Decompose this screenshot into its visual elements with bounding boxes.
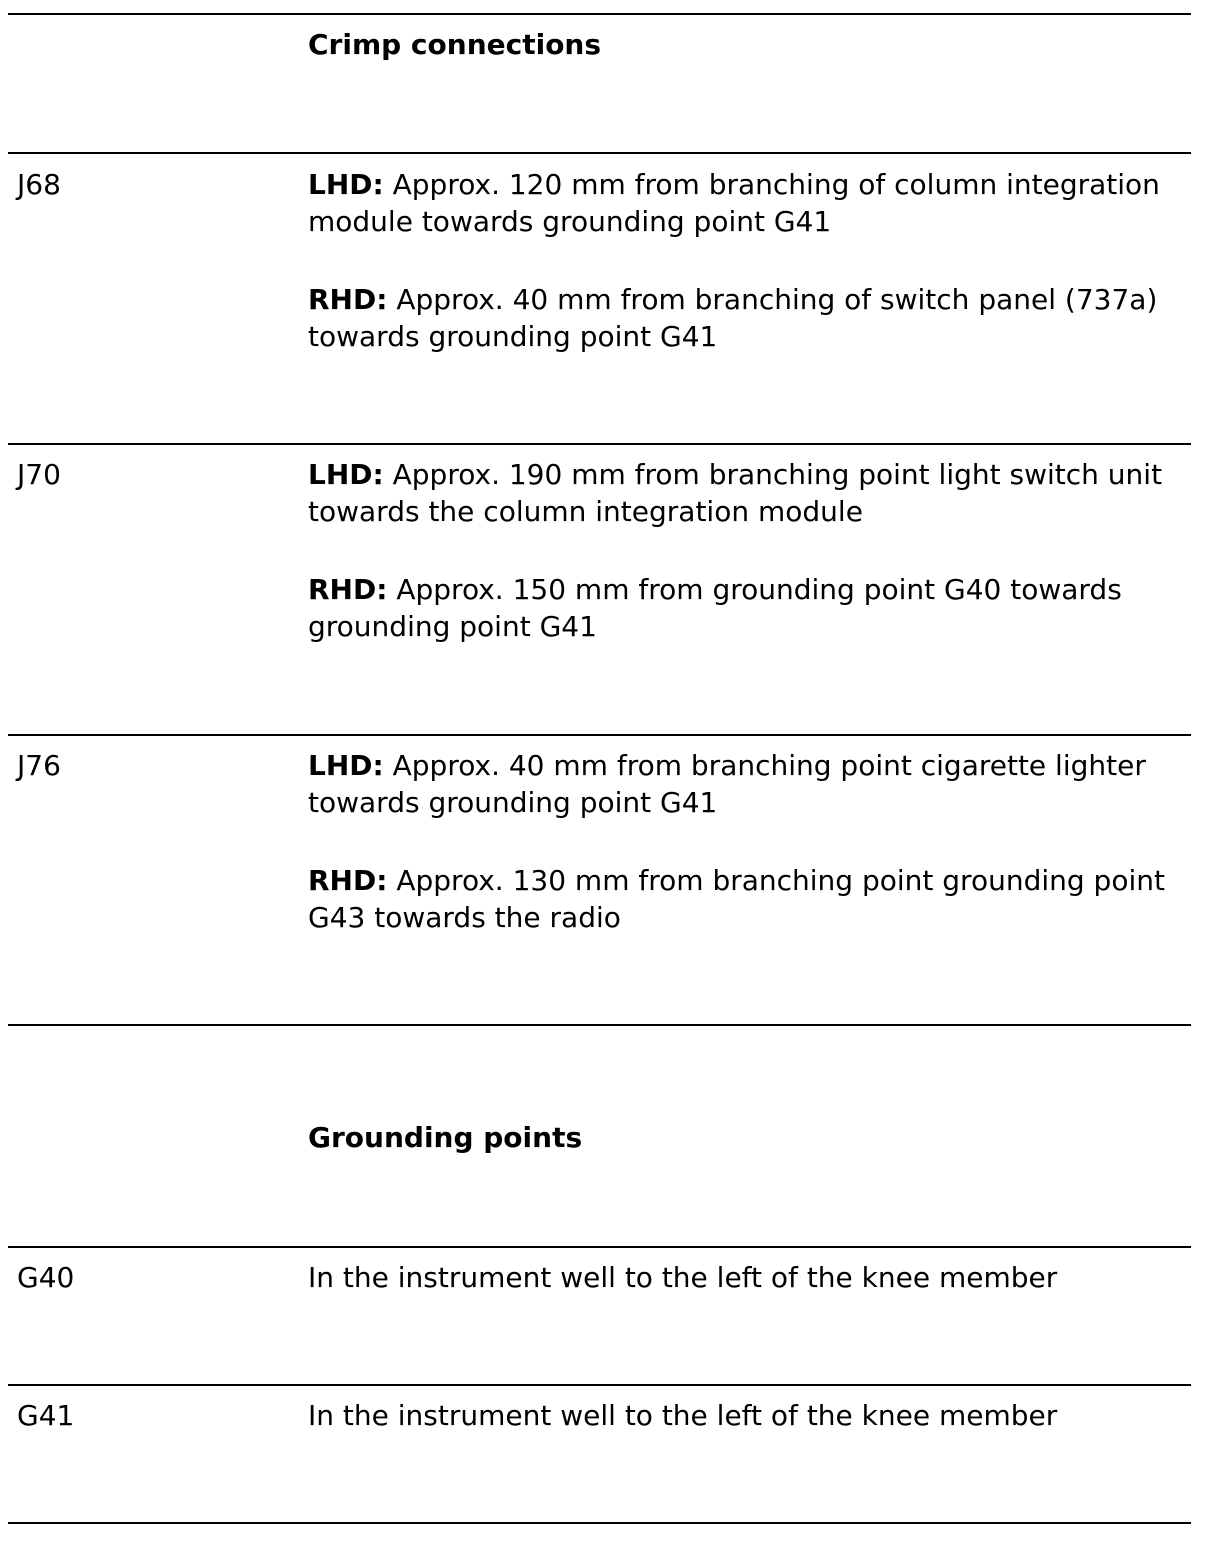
section-heading-crimp-connections: Crimp connections: [308, 28, 602, 61]
section-heading-grounding-points: Grounding points: [308, 1121, 583, 1154]
rhd-paragraph: [308, 862, 1188, 936]
lhd-paragraph: [308, 166, 1188, 240]
table-row-description: [308, 456, 1188, 645]
row-divider-rule: [8, 1384, 1191, 1386]
row-divider-rule: [8, 443, 1191, 445]
rhd-paragraph: [308, 571, 1188, 645]
rhd-text: Approx. 150 mm from grounding point G40 towards grounding point G41: [308, 573, 1122, 643]
table-top-rule: [8, 13, 1191, 15]
lhd-label: LHD:: [308, 749, 384, 782]
table-row-description: [308, 166, 1188, 355]
table-row-code: J70: [17, 458, 61, 491]
lhd-text: Approx. 190 mm from branching point light switch unit towards the column integration module: [308, 458, 1163, 528]
rhd-text: Approx. 130 mm from branching point grounding point G43 towards the radio: [308, 864, 1165, 934]
section-divider-rule: [8, 1024, 1191, 1026]
table-row-code: G40: [17, 1261, 75, 1294]
table-bottom-rule: [8, 1522, 1191, 1524]
lhd-paragraph: [308, 747, 1188, 821]
lhd-paragraph: [308, 456, 1188, 530]
table-row-description: [308, 747, 1188, 936]
table-row-description: In the instrument well to the left of the knee member: [308, 1261, 1058, 1294]
lhd-text: Approx. 40 mm from branching point cigarette lighter towards grounding point G41: [308, 749, 1146, 819]
row-divider-rule: [8, 152, 1191, 154]
lhd-text: Approx. 120 mm from branching of column integration module towards grounding point G41: [308, 168, 1160, 238]
table-row-code: J68: [17, 168, 61, 201]
rhd-label: RHD:: [308, 283, 388, 316]
table-row-code: G41: [17, 1399, 75, 1432]
row-divider-rule: [8, 734, 1191, 736]
rhd-paragraph: [308, 281, 1188, 355]
table-row-description: In the instrument well to the left of the knee member: [308, 1399, 1058, 1432]
lhd-label: LHD:: [308, 168, 384, 201]
table-row-code: J76: [17, 749, 61, 782]
row-divider-rule: [8, 1246, 1191, 1248]
rhd-label: RHD:: [308, 573, 388, 606]
rhd-text: Approx. 40 mm from branching of switch panel (737a) towards grounding point G41: [308, 283, 1158, 353]
lhd-label: LHD:: [308, 458, 384, 491]
rhd-label: RHD:: [308, 864, 388, 897]
